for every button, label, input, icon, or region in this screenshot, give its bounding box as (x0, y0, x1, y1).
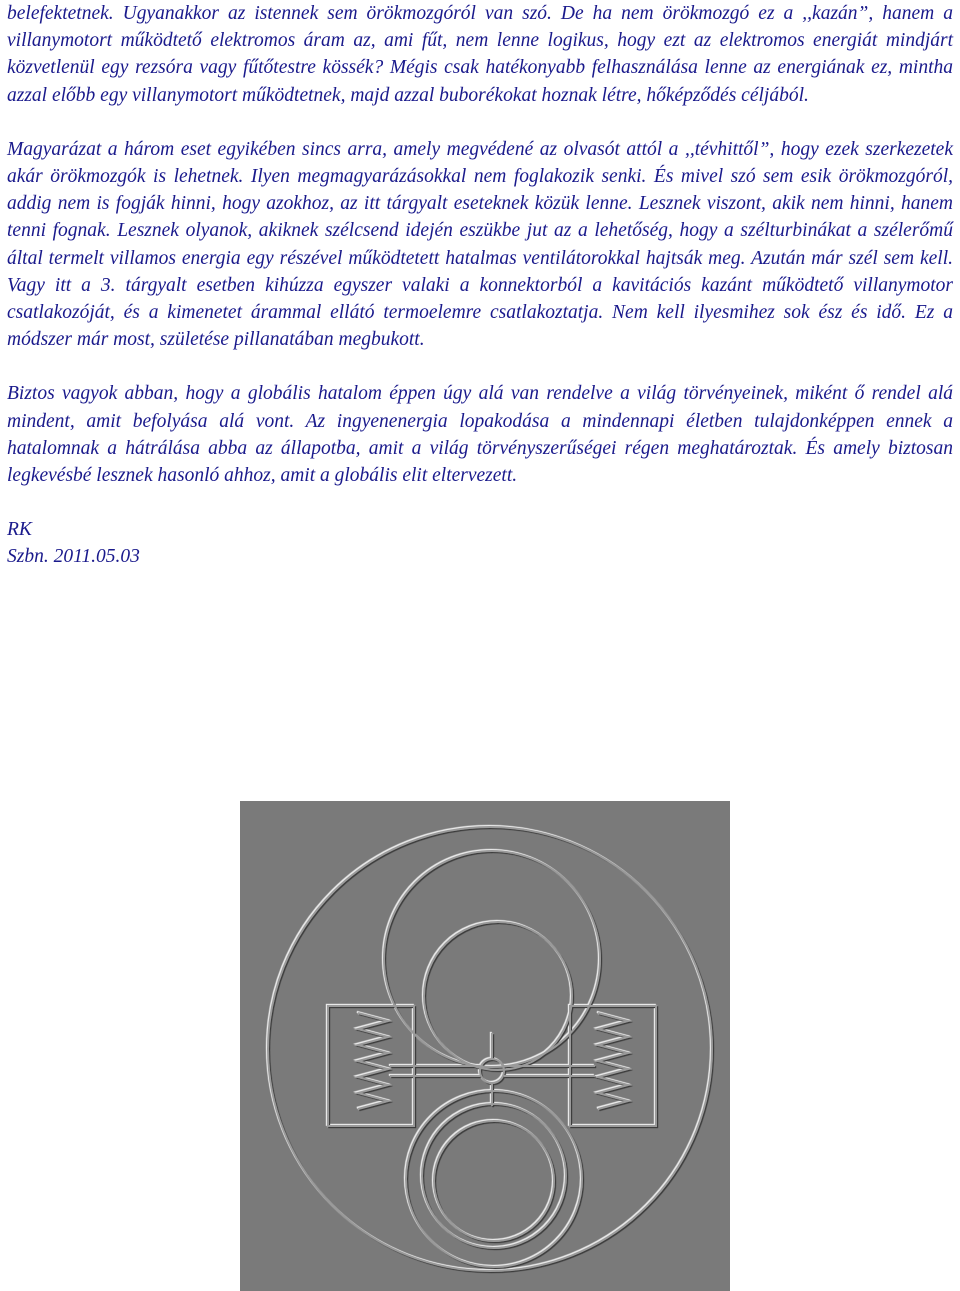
paragraph-2: Magyarázat a három eset egyikében sincs arra, amely megvédené az olvasót attól a ,,tévhittől”, hogy ezek szerkezetek akár örökmozgók is lehetnek. Ilyen megmagyarázásokkal nem foglakozik senki. És mivel szó sem esik örökmozgóról, addig nem is fogják hinni, hogy azokhoz, az itt tárgyalt eseteknek közük lenne. Lesznek viszont, akik nem hinni, hanem tenni fognak. Lesznek olyanok, akiknek szélcsend idején eszükbe jut az a lehetőség, hogy a szélturbinákat a szélerőmű által termelt villamos energia egy részével működtetett hatalmas ventilátorokkal hajtsák meg. Azután már szél sem kell. Vagy itt a 3. tárgyalt esetben kihúzza egyszer valaki a konnektorból a kavitációs kazánt működtető villanymotor csatlakozóját, és a kimenetet árammal ellátó termoelemre csatlakoztatja. Nem kell ilyesmihez sok ész és idő. Ez a módszer már most, születése pillanatában megbukott. (7, 138, 953, 351)
circle-mechanism-emblem (240, 801, 730, 1291)
lower-wheel (422, 1104, 566, 1248)
lower-inner-wheel (434, 1121, 554, 1241)
outer-ring (268, 827, 712, 1271)
signature-initials: RK (7, 519, 32, 541)
left-spring (358, 1013, 388, 1109)
paragraph-1: belefektetnek. Ugyanakkor az istennek sem örökmozgóról van szó. De ha nem örökmozgó ez a ,,kazán”, hanem a villanymotort működtető elektromos áram az, ami fűt, nem lenne logikus, hogy ezt az elektromos energiát mindjárt közvetlenül egy rezsóra vagy fűtőtestre kössék? Mégis csak hatékonyabb felhasználása lenne az energiának ez, mintha azzal előbb egy villanymotort működtetnek, majd azzal buborékokat hoznak létre, hőképződés céljából. (7, 3, 953, 106)
paragraph-3: Biztos vagyok abban, hogy a globális hatalom éppen úgy alá van rendelve a világ törvényeinek, miként ő rendel alá mindent, amit befolyása alá vont. Az ingyenenergia lopakodása a mindennapi életben tulajdonképpen ennek a hatalomnak a hátrálása abba az állapotba, amit a világ törvényszerűségei régen meghatároztak. És amely biztosan legkevésbé lesznek hasonló ahhoz, amit a globális elit eltervezett. (7, 383, 953, 487)
upper-wheel (424, 922, 572, 1070)
signature-place-date: Szbn. 2011.05.03 (7, 546, 140, 568)
axle-hub (480, 1059, 504, 1083)
emboss-symbol-figure (240, 801, 730, 1291)
document-body (7, 0, 953, 571)
right-spring (598, 1013, 628, 1109)
